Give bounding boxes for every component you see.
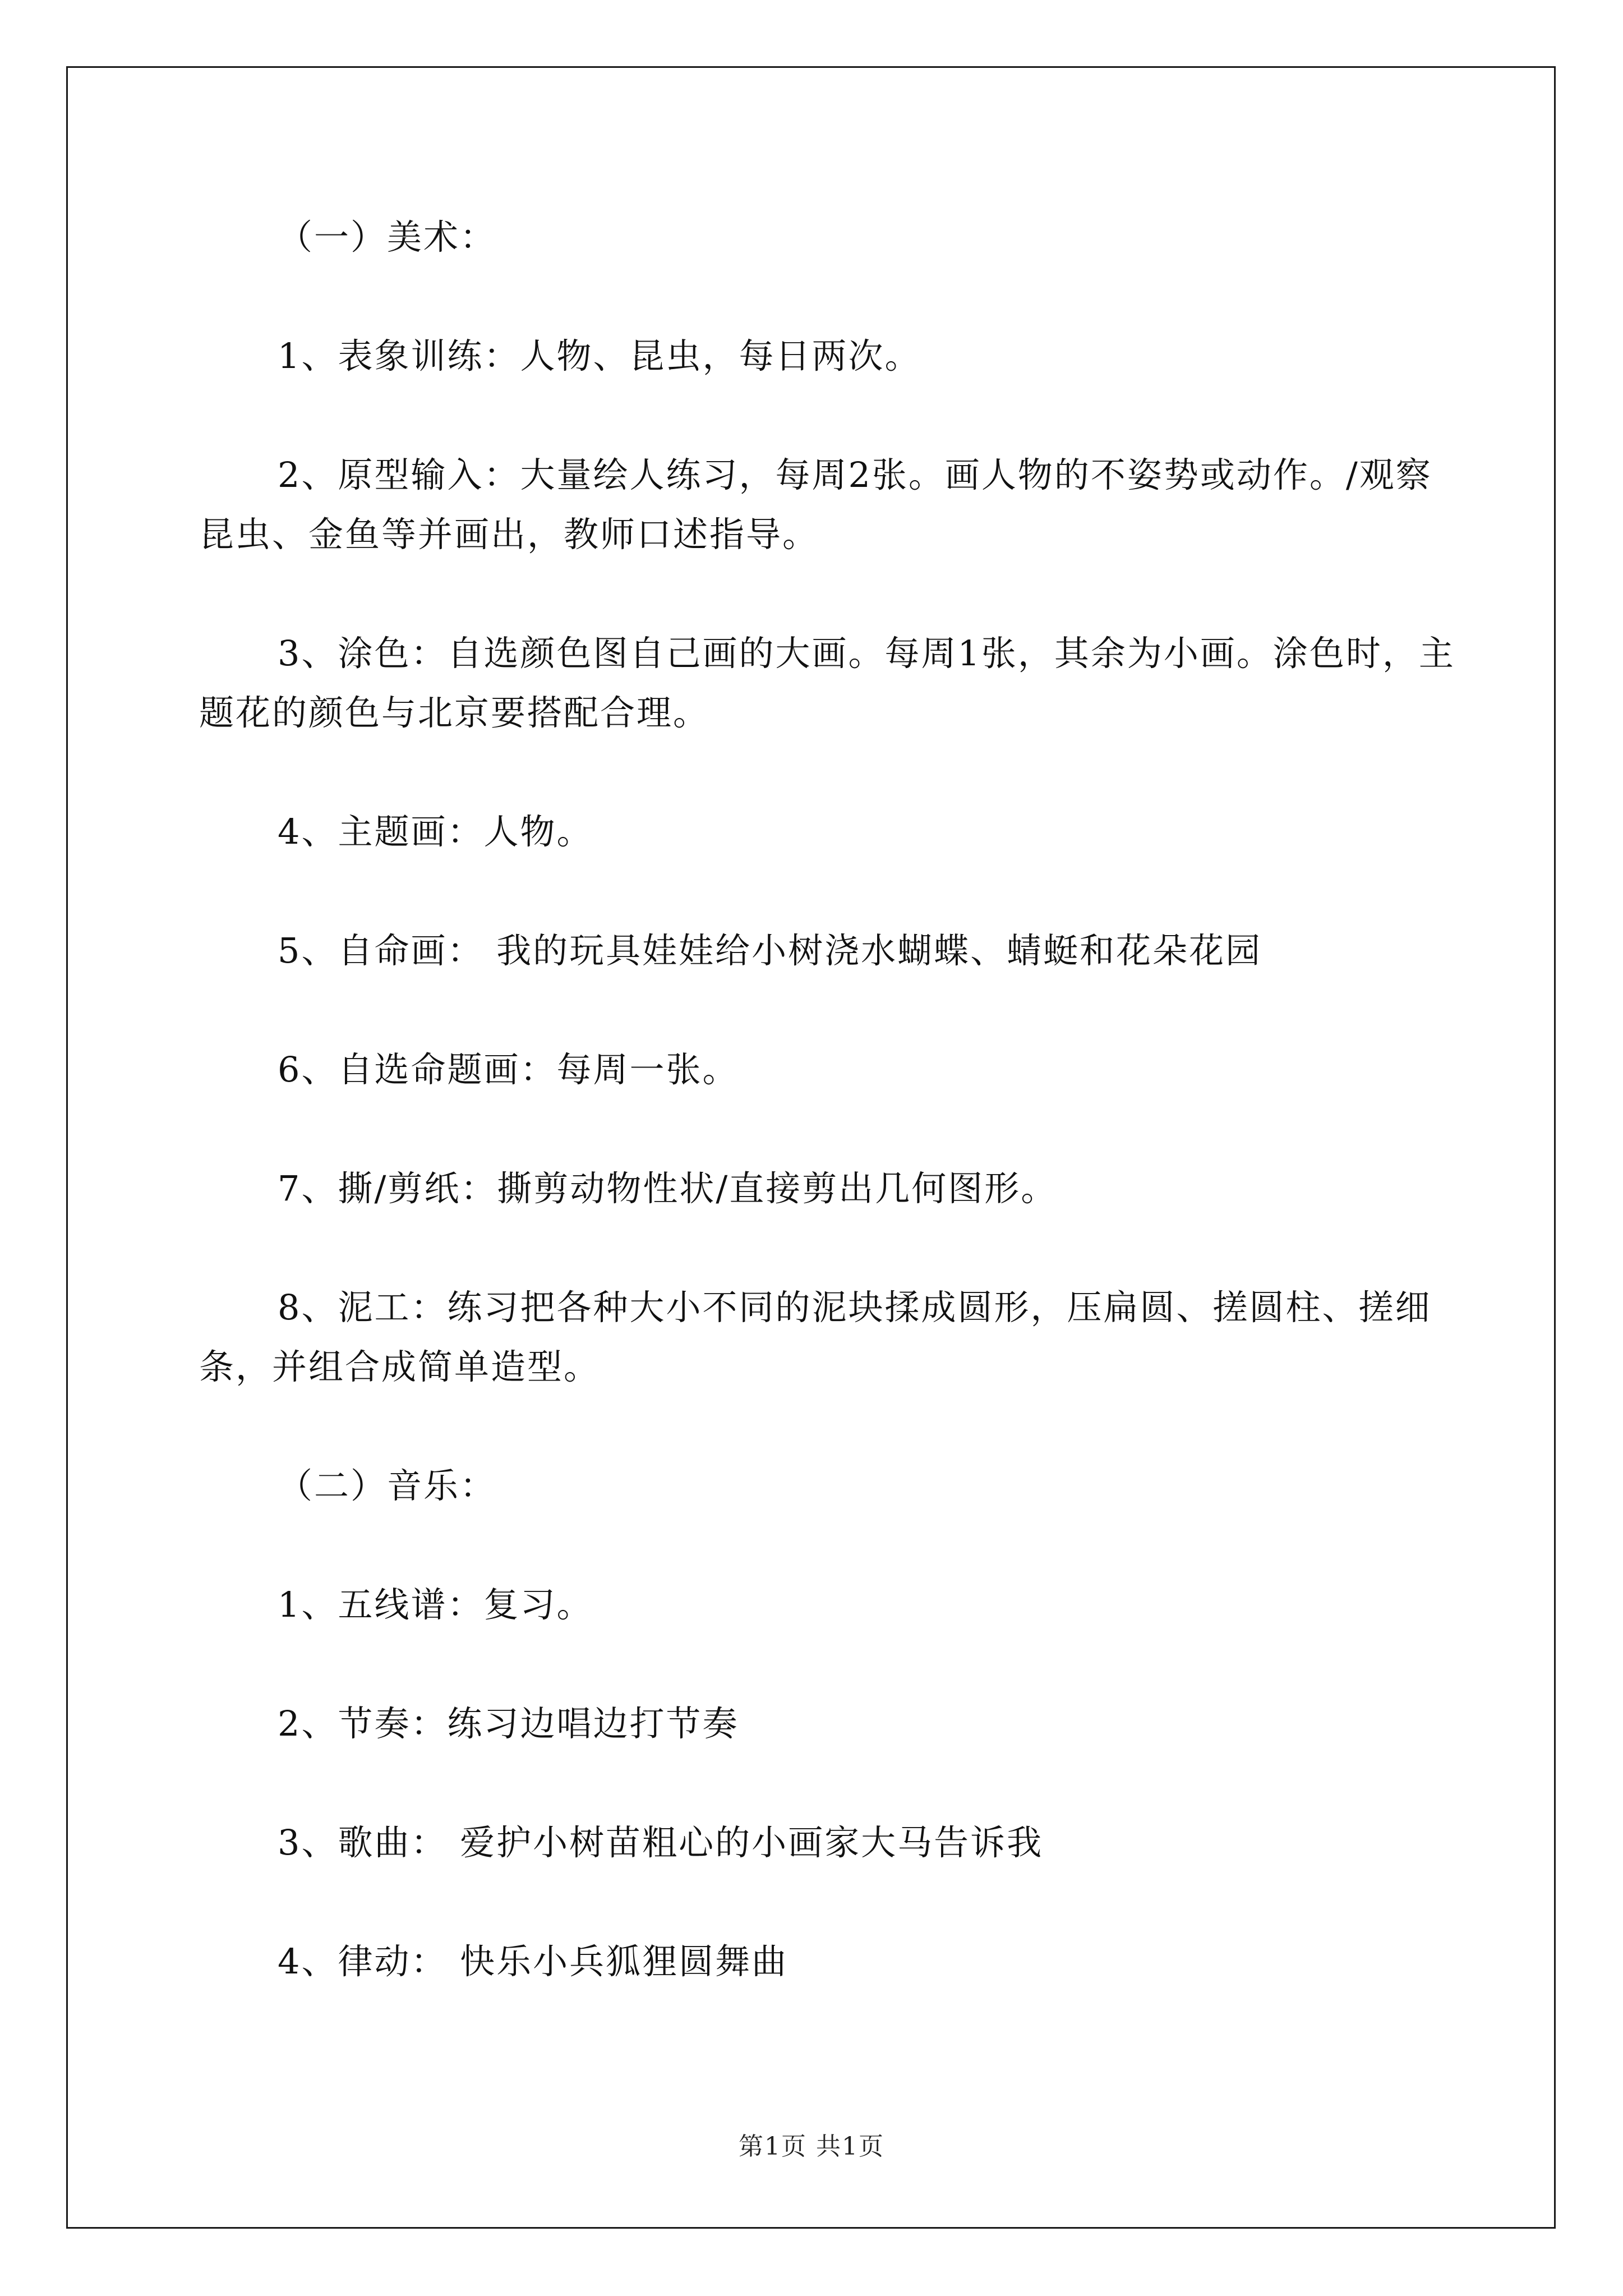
list-item: 5、自命画： 我的玩具娃娃给小树浇水蝴蝶、蜻蜓和花朵花园 — [278, 930, 1262, 971]
list-item: 1、表象训练：人物、昆虫，每日两次。 — [278, 335, 921, 376]
list-item: 7、撕/剪纸：撕剪动物性状/直接剪出几何图形。 — [278, 1168, 1058, 1209]
document-body — [199, 208, 1455, 2051]
list-item: 2、节奏：练习边唱边打节奏 — [278, 1703, 739, 1744]
list-item: 4、律动： 快乐小兵狐狸圆舞曲 — [278, 1941, 789, 1982]
list-item: 1、五线谱：复习。 — [278, 1584, 593, 1625]
list-item: 8、泥工：练习把各种大小不同的泥块揉成圆形，压扁圆、搓圆柱、搓细条，并组合成简单造型。 — [199, 1287, 1432, 1387]
section-heading-art: （一）美术： — [278, 217, 497, 257]
list-item: 3、歌曲： 爱护小树苗粗心的小画家大马告诉我 — [278, 1822, 1044, 1863]
list-item: 6、自选命题画：每周一张。 — [278, 1049, 739, 1090]
section-heading-music: （二）音乐： — [278, 1465, 497, 1506]
list-item: 4、主题画：人物。 — [278, 811, 593, 852]
list-item: 3、涂色：自选颜色图自己画的大画。每周1张，其余为小画。涂色时，主题花的颜色与北京要搭配合理。 — [199, 633, 1455, 733]
list-item: 2、原型输入：大量绘人练习，每周2张。画人物的不姿势或动作。/观察昆虫、金鱼等并画出，教师口述指导。 — [199, 454, 1432, 555]
page-number-footer: 第1页 共1页 — [739, 2132, 884, 2161]
